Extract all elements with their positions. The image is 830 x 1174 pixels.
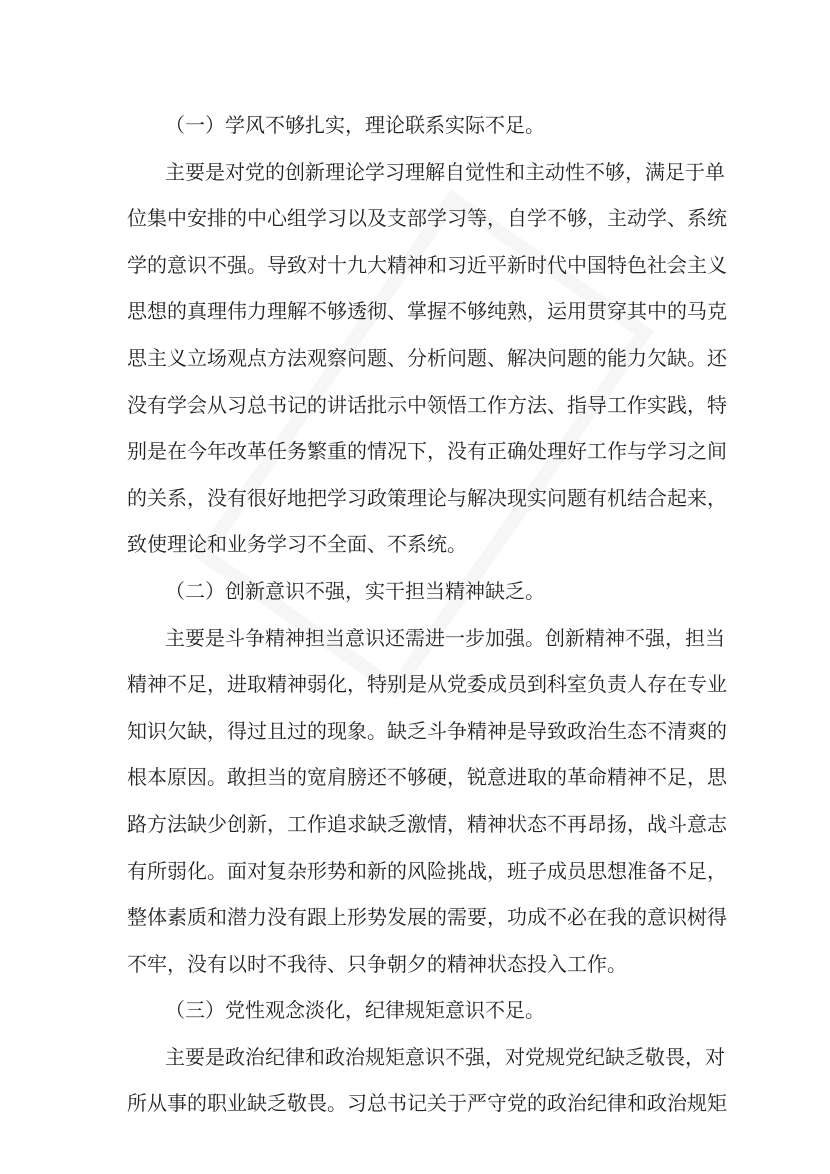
text-line: 致使理论和业务学习不全面、不系统。 [127,532,467,557]
section-heading [127,568,714,615]
text-line: 精神不足，进取精神弱化，特别是从党委成员到科室负责人存在专业 [127,672,727,697]
text-line: 路方法缺少创新，工作追求缺乏激情，精神状态不再昂扬，战斗意志 [127,811,727,836]
text-line: 主要是政治纪律和政治规矩意识不强，对党规党纪缺乏敬畏，对 [165,1044,725,1069]
text-line: 所从事的职业缺乏敬畏。习总书记关于严守党的政治纪律和政治规矩 [127,1091,727,1116]
text-line: （二）创新意识不强，实干担当精神缺乏。 [165,578,545,603]
text-line: 整体素质和潜力没有跟上形势发展的需要，功成不必在我的意识树得 [127,905,727,930]
section-heading [127,987,714,1034]
text-line: （一）学风不够扎实，理论联系实际不足。 [165,113,545,137]
text-line: 主要是对党的创新理论学习理解自觉性和主动性不够，满足于单 [165,159,725,184]
text-line: 没有学会从习总书记的讲话批示中领悟工作方法、指导工作实践，特 [127,392,727,417]
paragraph [127,615,727,988]
text-line: 位集中安排的中心组学习以及支部学习等，自学不够，主动学、系统 [127,206,727,231]
text-line: 思想的真理伟力理解不够透彻、掌握不够纯熟，运用贯穿其中的马克 [127,299,727,324]
document-body [127,102,727,1127]
text-line: 有所弱化。面对复杂形势和新的风险挑战，班子成员思想准备不足， [127,858,727,883]
text-line: 的关系，没有很好地把学习政策理论与解决现实问题有机结合起来， [127,485,727,510]
text-line: 思主义立场观点方法观察问题、分析问题、解决问题的能力欠缺。还 [127,345,727,370]
text-line: 别是在今年改革任务繁重的情况下，没有正确处理好工作与学习之间 [127,439,727,464]
text-line: 不牢，没有以时不我待、只争朝夕的精神状态投入工作。 [127,951,627,976]
paragraph [127,149,727,568]
text-line: 学的意识不强。导致对十九大精神和习近平新时代中国特色社会主义 [127,252,727,277]
section-heading [127,102,714,149]
text-line: （三）党性观念淡化，纪律规矩意识不足。 [165,998,545,1023]
paragraph [127,1034,727,1127]
text-line: 知识欠缺，得过且过的现象。缺乏斗争精神是导致政治生态不清爽的 [127,718,727,743]
text-line: 主要是斗争精神担当意识还需进一步加强。创新精神不强，担当 [165,625,725,650]
text-line: 根本原因。敢担当的宽肩膀还不够硬，锐意进取的革命精神不足，思 [127,765,727,790]
